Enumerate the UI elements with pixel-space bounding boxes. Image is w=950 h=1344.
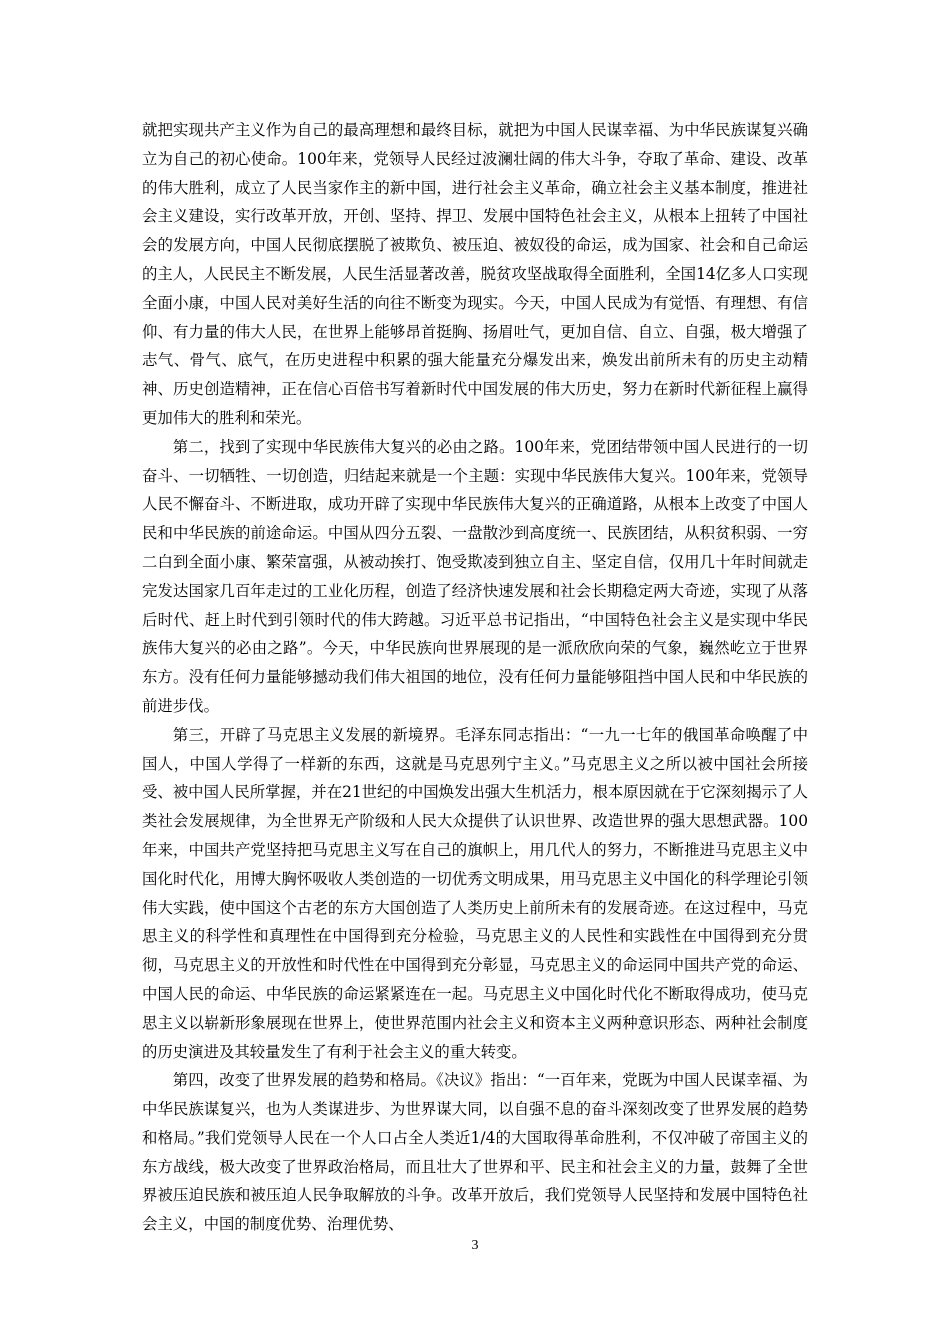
page-number: 3 [471,1238,479,1253]
paragraph-third-point: 第三，开辟了马克思主义发展的新境界。毛泽东同志指出：“一九一七年的俄国革命唤醒了中国人，中国人学得了一样新的东西，这就是马克思列宁主义。”马克思主义之所以被中国社会所接受、被中国人民所掌握，并在21世纪的中国焕发出强大生机活力，根本原因就在于它深刻揭示了人类社会发展规律，为全世界无产阶级和人民大众提供了认识世界、改造世界的强大思想武器。100年来，中国共产党坚持把马克思主义写在自己的旗帜上，用几代人的努力，不断推进马克思主义中国化时代化，用博大胸怀吸收人类创造的一切优秀文明成果，用马克思主义中国化的科学理论引领伟大实践，使中国这个古老的东方大国创造了人类历史上前所未有的发展奇迹。在这过程中，马克思主义的科学性和真理性在中国得到充分检验，马克思主义的人民性和实践性在中国得到充分贯彻，马克思主义的开放性和时代性在中国得到充分彰显，马克思主义的命运同中国共产党的命运、中国人民的命运、中华民族的命运紧紧连在一起。马克思主义中国化时代化不断取得成功，使马克思主义以崭新形象展现在世界上，使世界范围内社会主义和资本主义两种意识形态、两种社会制度的历史演进及其较量发生了有利于社会主义的重大转变。 [142,725,808,1061]
paragraph-fourth-point: 第四，改变了世界发展的趋势和格局。《决议》指出：“一百年来，党既为中国人民谋幸福、为中华民族谋复兴，也为人类谋进步、为世界谋大同，以自强不息的奋斗深刻改变了世界发展的趋势和格局。”我们党领导人民在一个人口占全人类近1/4的大国取得革命胜利，不仅冲破了帝国主义的东方战线，极大改变了世界政治格局，而且壮大了世界和平、民主和社会主义的力量，鼓舞了全世界被压迫民族和被压迫人民争取解放的斗争。改革开放后，我们党领导人民坚持和发展中国特色社会主义，中国的制度优势、治理优势、 [142,1071,808,1234]
paragraph-continuation: 就把实现共产主义作为自己的最高理想和最终目标，就把为中国人民谋幸福、为中华民族谋复兴确立为自己的初心使命。100年来，党领导人民经过波澜壮阔的伟大斗争，夺取了革命、建设、改革的伟大胜利，成立了人民当家作主的新中国，进行社会主义革命，确立社会主义基本制度，推进社会主义建设，实行改革开放，开创、坚持、捍卫、发展中国特色社会主义，从根本上扭转了中国社会的发展方向，中国人民彻底摆脱了被欺负、被压迫、被奴役的命运，成为国家、社会和自己命运的主人，人民民主不断发展，人民生活显著改善，脱贫攻坚战取得全面胜利，全国14亿多人口实现全面小康，中国人民对美好生活的向往不断变为现实。今天，中国人民成为有觉悟、有理想、有信仰、有力量的伟大人民，在世界上能够昂首挺胸、扬眉吐气，更加自信、自立、自强，极大增强了志气、骨气、底气，在历史进程中积累的强大能量充分爆发出来，焕发出前所未有的历史主动精神、历史创造精神，正在信心百倍书写着新时代中国发展的伟大历史，努力在新时代新征程上赢得更加伟大的胜利和荣光。 [142,121,808,427]
body-text [142,116,808,1239]
paragraph-second-point: 第二，找到了实现中华民族伟大复兴的必由之路。100年来，党团结带领中国人民进行的一切奋斗、一切牺牲、一切创造，归结起来就是一个主题：实现中华民族伟大复兴。100年来，党领导人民不懈奋斗、不断进取，成功开辟了实现中华民族伟大复兴的正确道路，从根本上改变了中国人民和中华民族的前途命运。中国从四分五裂、一盘散沙到高度统一、民族团结，从积贫积弱、一穷二白到全面小康、繁荣富强，从被动挨打、饱受欺凌到独立自主、坚定自信，仅用几十年时间就走完发达国家几百年走过的工业化历程，创造了经济快速发展和社会长期稳定两大奇迹，实现了从落后时代、赶上时代到引领时代的伟大跨越。习近平总书记指出，“中国特色社会主义是实现中华民族伟大复兴的必由之路”。今天，中华民族向世界展现的是一派欣欣向荣的气象，巍然屹立于世界东方。没有任何力量能够撼动我们伟大祖国的地位，没有任何力量能够阻挡中国人民和中华民族的前进步伐。 [142,437,808,715]
